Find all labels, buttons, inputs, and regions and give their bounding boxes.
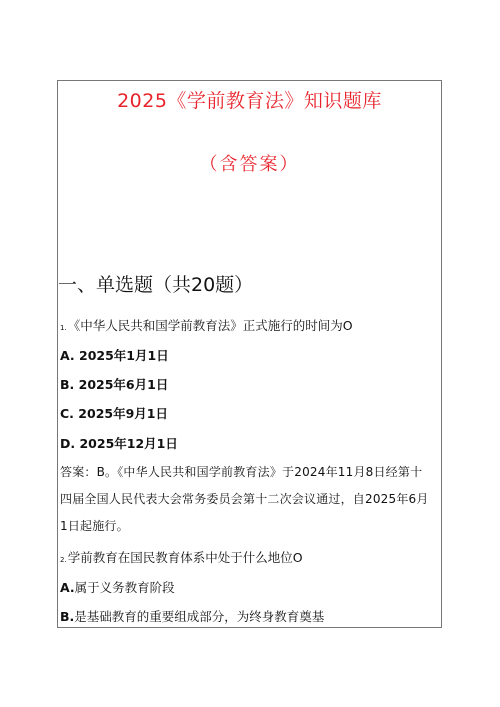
question-2 [60, 548, 440, 566]
option-text: 2025年9月1日 [78, 406, 168, 421]
question-number: 2. [60, 556, 67, 564]
section-heading: 一、单选题（共20题） [58, 274, 254, 296]
option-text: 2025年6月1日 [78, 377, 169, 392]
option-letter: C. [60, 406, 74, 421]
option-1d [60, 434, 440, 452]
question-text: 学前教育在国民教育体系中处于什么地位O [67, 550, 303, 565]
document-title: 2025《学前教育法》知识题库 [117, 90, 382, 112]
option-letter: A. [60, 348, 75, 363]
answer-line-1: 答案：B。《中华人民共和国学前教育法》于2024年11月8日经第十 [60, 465, 423, 479]
question-number: 1. [60, 324, 67, 332]
option-text: 属于义务教育阶段 [74, 580, 175, 595]
option-letter: B. [60, 609, 75, 624]
document-subtitle: （含答案） [199, 154, 300, 175]
option-text: 是基础教育的重要组成部分，为终身教育奠基 [74, 609, 325, 624]
option-text: 2025年1月1日 [79, 348, 169, 363]
option-letter: D. [60, 436, 76, 451]
option-2a [60, 578, 440, 596]
option-1b [60, 375, 440, 393]
question-text: 《中华人民共和国学前教育法》正式施行的时间为O [67, 318, 353, 333]
answer-line-3: 1日起施行。 [60, 519, 129, 533]
option-1c [60, 404, 440, 422]
page-frame-divider [57, 627, 442, 628]
option-2b [60, 607, 440, 625]
option-letter: B. [60, 377, 75, 392]
option-letter: A. [60, 580, 75, 595]
option-1a [60, 346, 440, 364]
question-1 [60, 316, 440, 334]
option-text: 2025年12月1日 [79, 436, 178, 451]
answer-line-2: 四届全国人民代表大会常务委员会第十二次会议通过，自2025年6月 [60, 492, 429, 506]
